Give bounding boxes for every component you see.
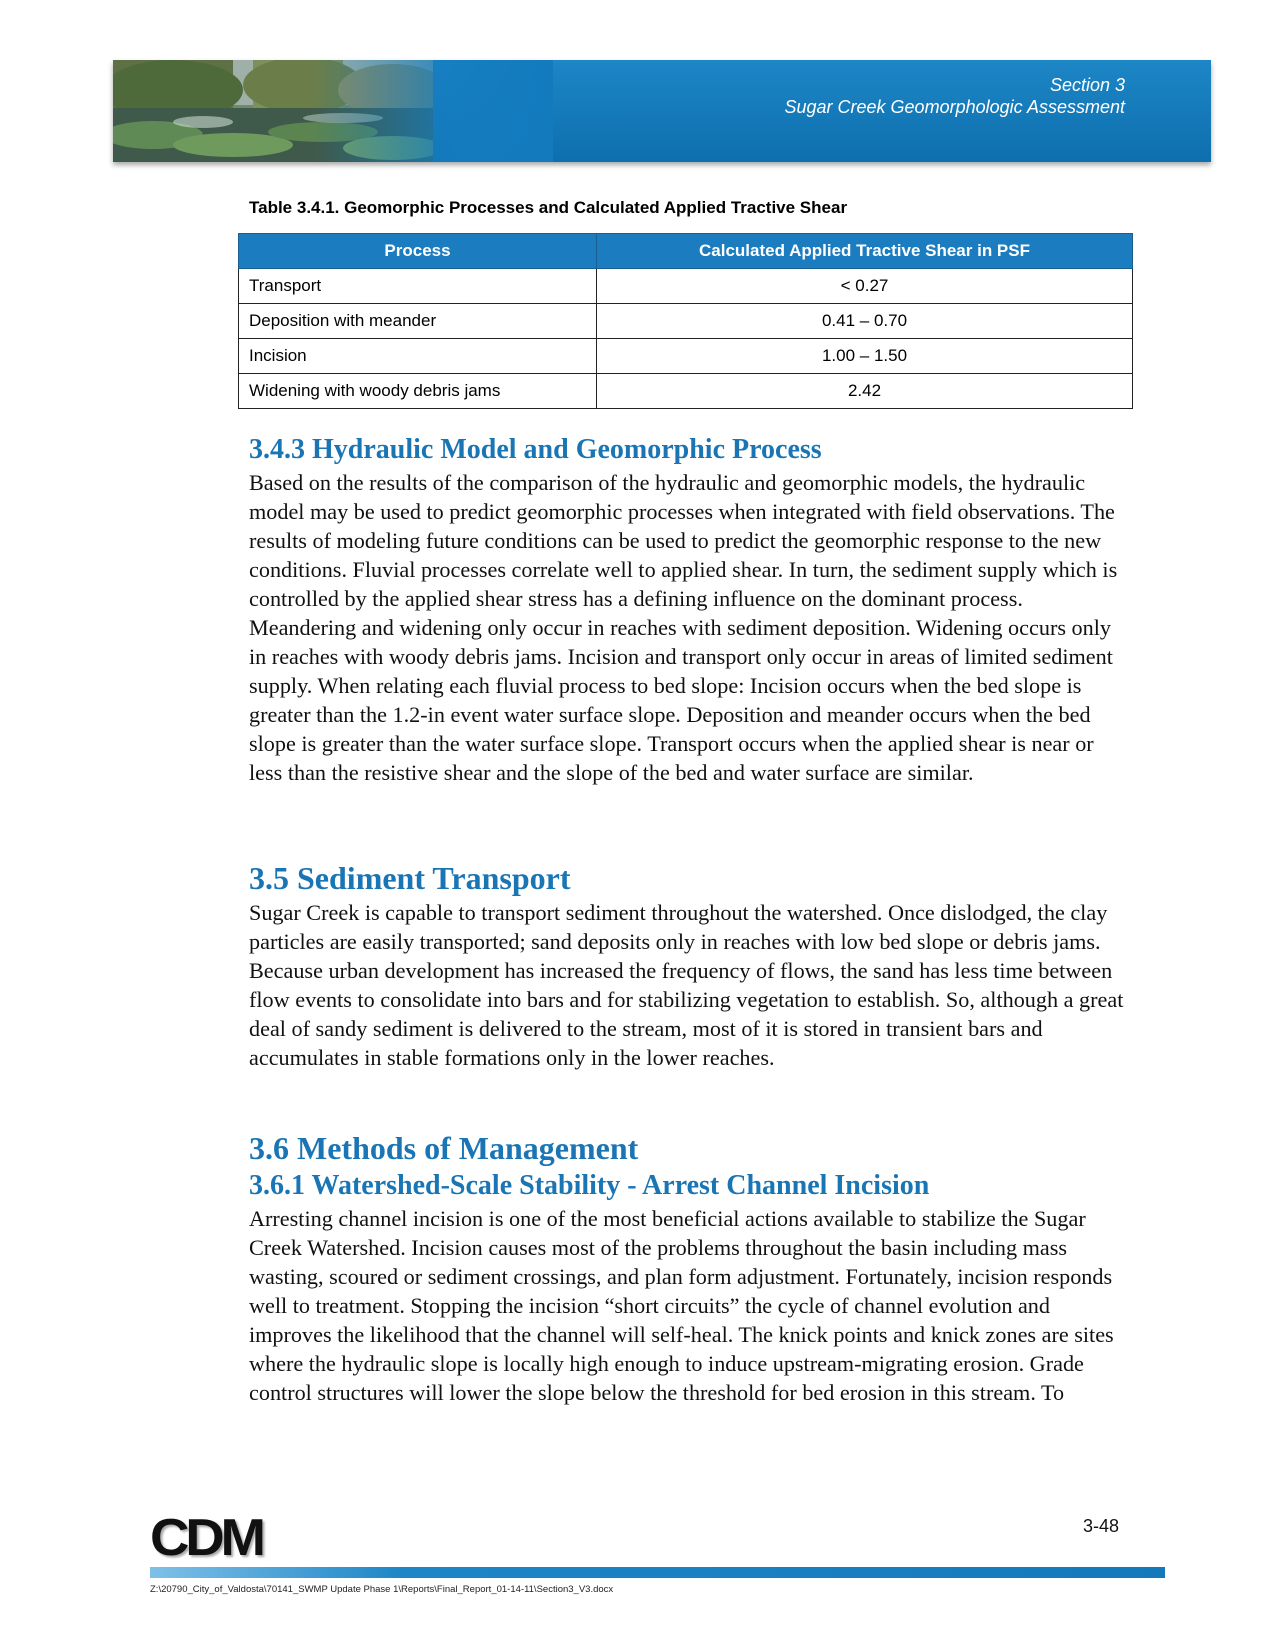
shear-cell: 1.00 – 1.50: [597, 339, 1133, 374]
geomorphic-process-table: [238, 233, 1133, 409]
process-cell: Widening with woody debris jams: [239, 374, 597, 409]
shear-cell: 0.41 – 0.70: [597, 304, 1133, 339]
table-row: [239, 374, 1133, 409]
table-row: [239, 269, 1133, 304]
table-row: [239, 304, 1133, 339]
column-header-shear: Calculated Applied Tractive Shear in PSF: [597, 234, 1133, 269]
table-caption: Table 3.4.1. Geomorphic Processes and Calculated Applied Tractive Shear: [249, 198, 848, 217]
section-3-4-3: [249, 432, 1129, 787]
section-3-5: [249, 858, 1129, 1072]
document-subtitle: Sugar Creek Geomorphologic Assessment: [784, 97, 1125, 117]
table-row: [239, 339, 1133, 374]
shear-cell: < 0.27: [597, 269, 1133, 304]
section-3-6: [249, 1128, 1129, 1407]
file-path: Z:\20790_City_of_Valdosta\70141_SWMP Update Phase 1\Reports\Final_Report_01-14-11\Section3_V3.docx: [150, 1584, 614, 1595]
page-number: 3-48: [1083, 1516, 1120, 1536]
process-cell: Transport: [239, 269, 597, 304]
section-body-text: Based on the results of the comparison of the hydraulic and geomorphic models, the hydraulic model may be used to predict geomorphic processes when integrated with field observations. The results of modeling future conditions can be used to predict the geomorphic response to the new conditions. Fluvial processes correlate well to applied shear. In turn, the sediment supply which is controlled by the applied shear stress has a defining influence on the dominant process. Meandering and widening only occur in reaches with sediment deposition. Widening occurs only in reaches with woody debris jams. Incision and transport only occur in areas of limited sediment supply. When relating each fluvial process to bed slope: Incision occurs when the bed slope is greater than the 1.2-in event water surface slope. Deposition and meander occurs when the bed slope is greater than the water surface slope. Transport occurs when the applied shear is near or less than the resistive shear and the slope of the bed and water surface are similar.: [249, 470, 1118, 785]
header-title-block: [785, 74, 1126, 118]
column-header-process: Process: [239, 234, 597, 269]
header-banner: [113, 60, 1211, 162]
table-header-row: [239, 234, 1133, 269]
subsection-heading: 3.6.1 Watershed-Scale Stability - Arrest Channel Incision: [249, 1170, 930, 1201]
section-heading: 3.6 Methods of Management: [249, 1130, 639, 1166]
section-label: Section 3: [1049, 75, 1125, 95]
process-cell: Deposition with meander: [239, 304, 597, 339]
shear-cell: 2.42: [597, 374, 1133, 409]
section-body-text: Sugar Creek is capable to transport sediment throughout the watershed. Once dislodged, the clay particles are easily transported; sand deposits only in reaches with low bed slope or debris jams. Because urban development has increased the frequency of flows, the sand has less time between flow events to consolidate into bars and for stabilizing vegetation to establish. So, although a great deal of sandy sediment is delivered to the stream, most of it is stored in transient bars and accumulates in stable formations only in the lower reaches.: [249, 900, 1124, 1070]
section-heading: 3.4.3 Hydraulic Model and Geomorphic Process: [249, 434, 822, 465]
section-body-text: Arresting channel incision is one of the most beneficial actions available to stabilize the Sugar Creek Watershed. Incision causes most of the problems throughout the basin including mass wasting, scoured or sediment crossings, and plan form adjustment. Fortunately, incision responds well to treatment. Stopping the incision “short circuits” the cycle of channel evolution and improves the likelihood that the channel will self-heal. The knick points and knick zones are sites where the hydraulic slope is locally high enough to induce upstream-migrating erosion. Grade control structures will lower the slope below the threshold for bed erosion in this stream. To: [249, 1206, 1114, 1405]
cdm-logo: CDM: [150, 1509, 262, 1567]
section-heading: 3.5 Sediment Transport: [249, 860, 571, 896]
process-cell: Incision: [239, 339, 597, 374]
footer-divider-bar: [150, 1567, 1165, 1578]
